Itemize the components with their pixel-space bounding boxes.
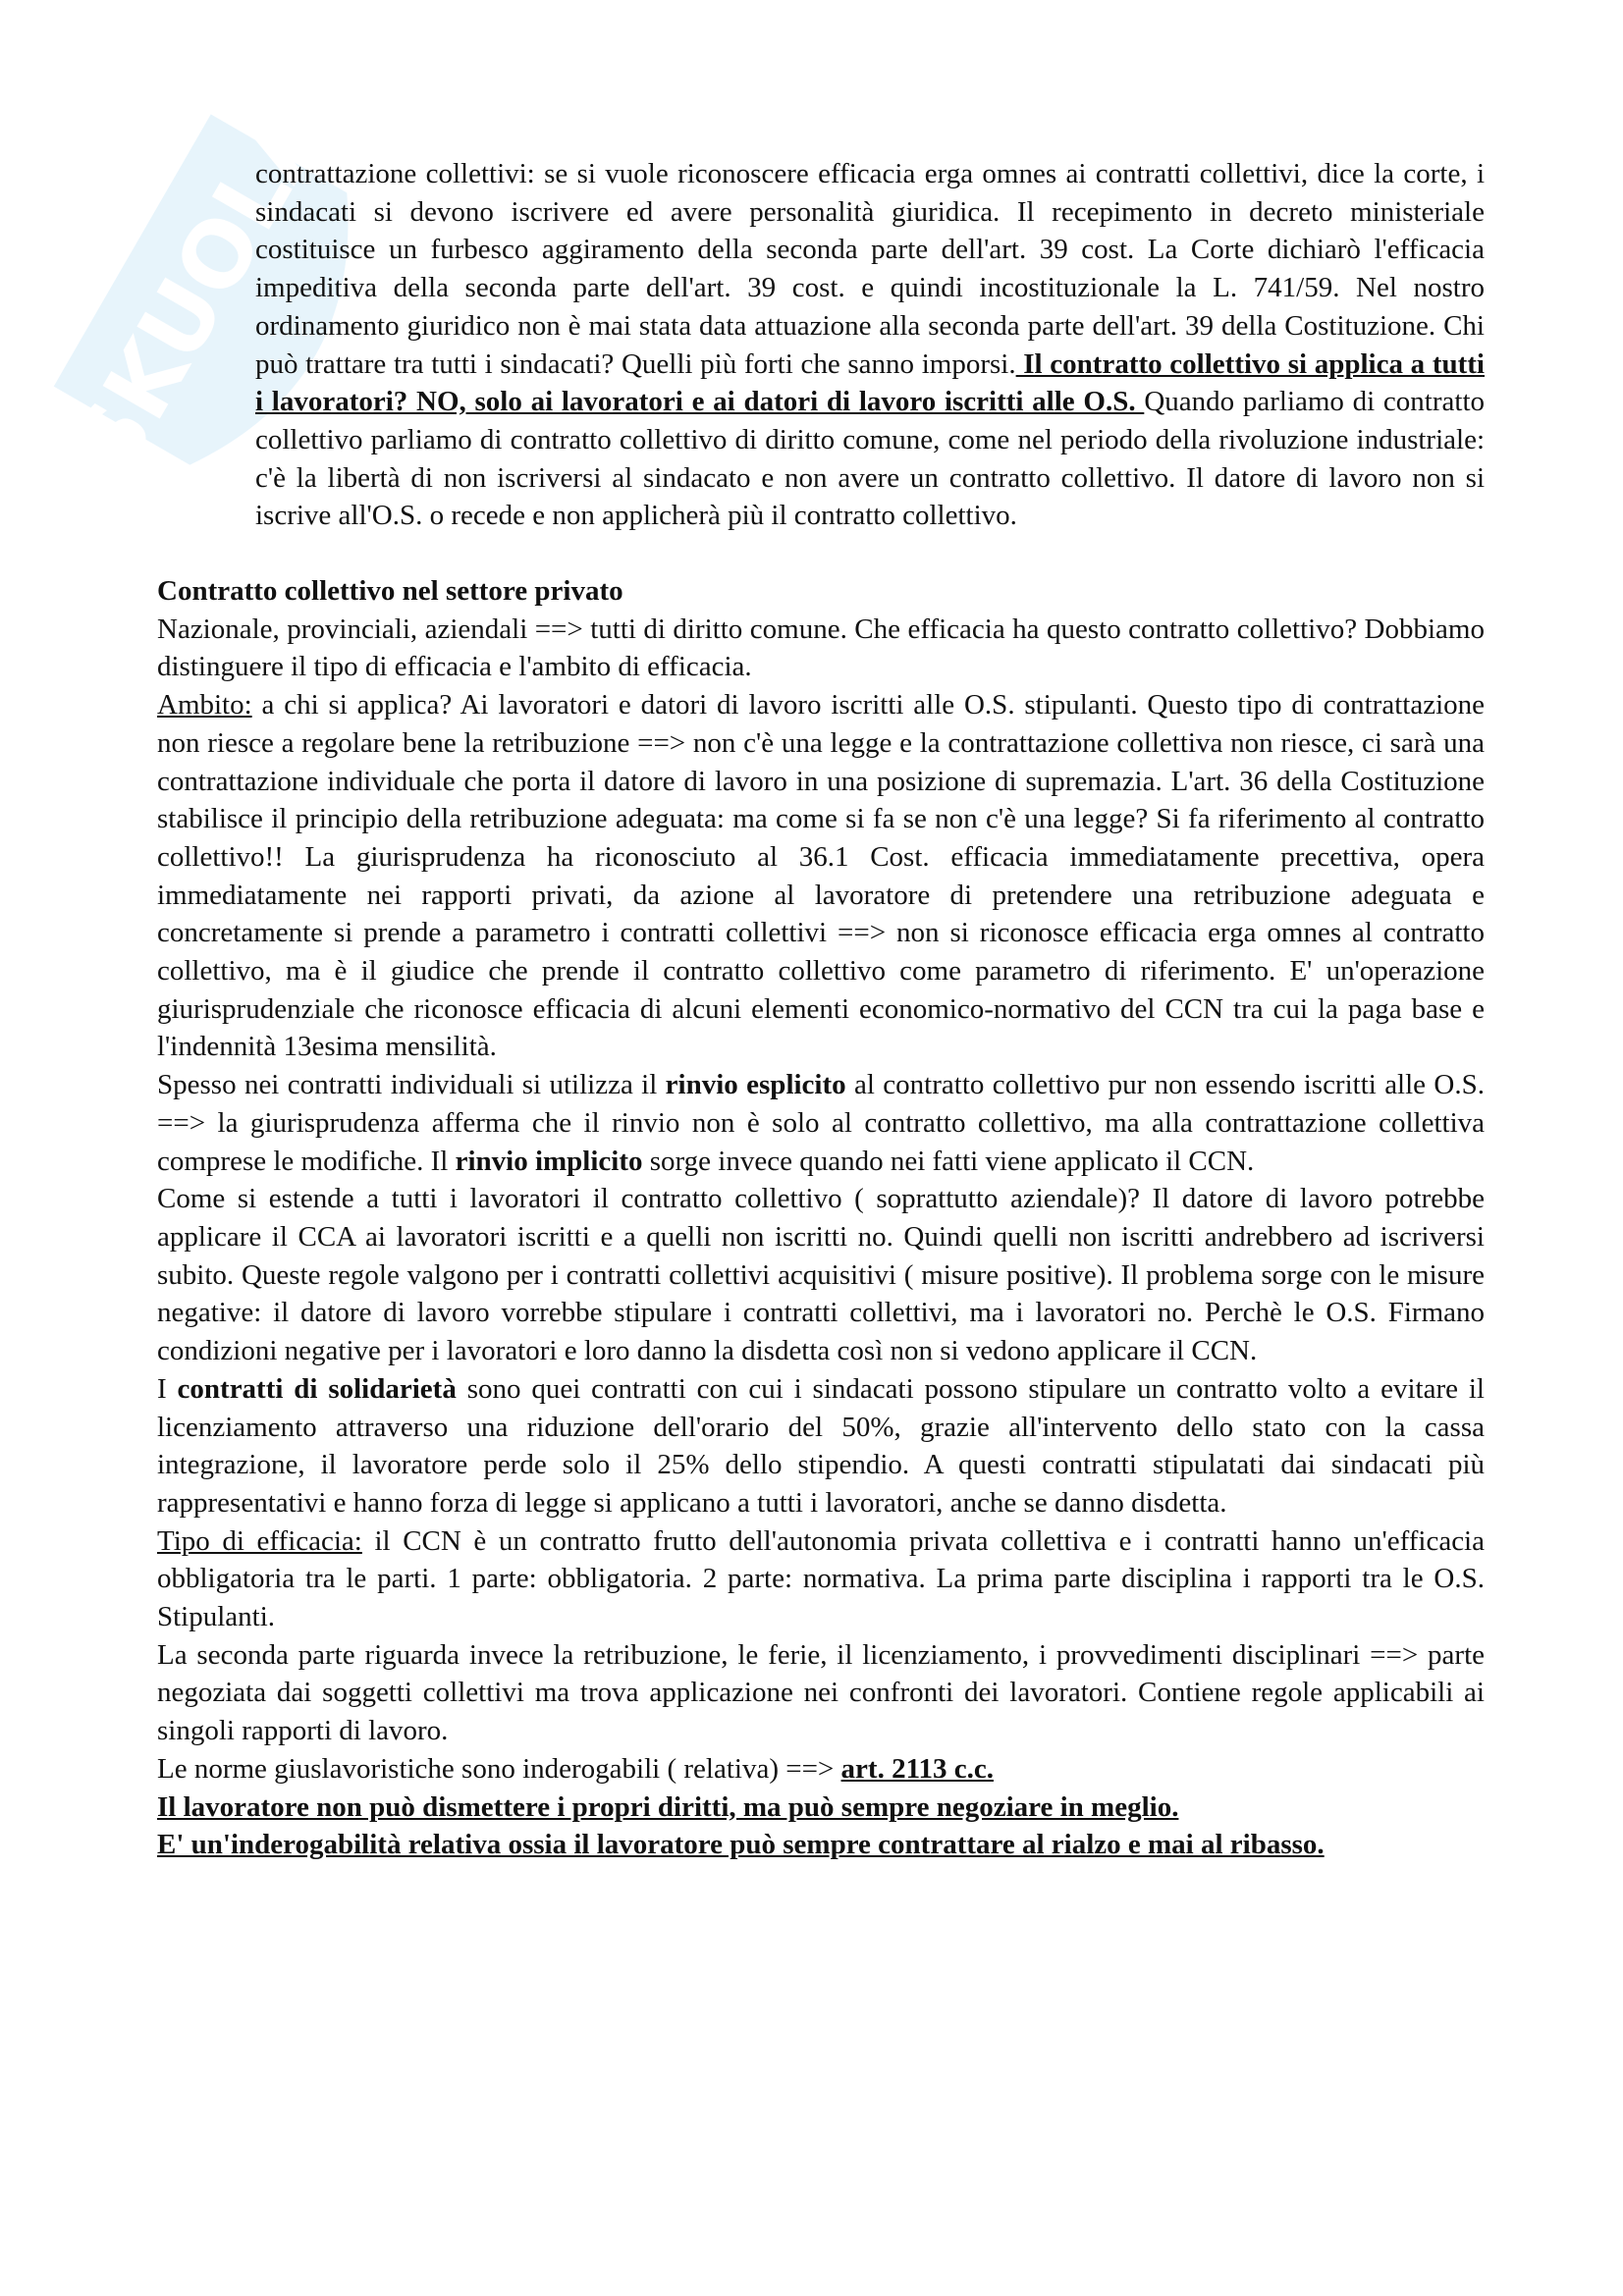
rinvio-text-b: al contratto collettivo pur non essendo iscritti alle O.S. ==> la giurisprudenza afferma che il rinvio non è solo al contratto collettivo, ma alla contrattazione collettiva comprese le modifiche. Il [157, 1069, 1485, 1177]
document-page [157, 155, 1485, 1864]
intro-text-a: contrattazione collettivi: se si vuole riconoscere efficacia erga omnes ai contratti collettivi, dice la corte, i sindacati si devono iscrivere ed avere personalità giuridica. Il recepimento in decreto ministeriale costituisce un furbesco aggiramento della seconda parte dell'art. 39 cost. La Corte dichiarò l'efficacia impeditiva della seconda parte dell'art. 39 cost. e quindi incostituzionale la L. 741/59. Nel nostro ordinamento giuridico non è mai stata data attuazione alla seconda parte dell'art. 39 della Costituzione. Chi può trattare tra tutti i sindacati? Quelli più forti che sanno imporsi. [255, 158, 1485, 380]
rinvio-text-a: Spesso nei contratti individuali si utilizza il [157, 1069, 666, 1101]
term-rinvio-esplicito: rinvio esplicito [665, 1069, 846, 1101]
term-contratti-solidarieta: contratti di solidarietà [177, 1372, 457, 1405]
section-title: Contratto collettivo nel settore privato [157, 575, 623, 608]
intro-highlight: Il contratto collettivo si applica a tutti i lavoratori? NO, solo ai lavoratori e ai datori di lavoro iscritti alle O.S. [255, 347, 1485, 418]
label-tipo-efficacia: Tipo di efficacia: [157, 1524, 362, 1557]
paragraph-inderogabilita [157, 1826, 1485, 1864]
statement-inderogabilita: E' un'inderogabilità relativa ossia il lavoratore può sempre contrattare al rialzo e mai al ribasso. [157, 1829, 1325, 1861]
paragraph-seconda-parte: La seconda parte riguarda invece la retribuzione, le ferie, il licenziamento, i provvedimenti disciplinari ==> parte negoziata dai soggetti collettivi ma trova applicazione nei confronti dei lavoratori. Contiene regole applicabili ai singoli rapporti di lavoro. [157, 1638, 1485, 1747]
intro-text-b: Quando parliamo di contratto collettivo parliamo di contratto collettivo di diritto comune, come nel periodo della rivoluzione industriale: c'è la libertà di non iscriversi al sindacato e non avere un contratto collettivo. Il datore di lavoro non si iscrive all'O.S. o recede e non applicherà più il contratto collettivo. [255, 386, 1486, 532]
ambito-text: a chi si applica? Ai lavoratori e datori di lavoro iscritti alle O.S. stipulanti. Questo tipo di contrattazione non riesce a regolare bene la retribuzione ==> non c'è una legge e la contrattazione collettiva non riesce, ci sarà una contrattazione individuale che porta il datore di lavoro in una posizione di supremazia. L'art. 36 della Costituzione stabilisce il principio della retribuzione adeguata: ma come si fa se non c'è una legge? Si fa riferimento al contratto collettivo!! La giurisprudenza ha riconosciuto al 36.1 Cost. efficacia immediatamente precettiva, opera immediatamente nei rapporti privati, da azione al lavoratore di pretendere una retribuzione adeguata e concretamente si prende a parametro i contratti collettivi ==> non si riconosce efficacia erga omnes al contratto collettivo, ma è il giudice che prende il contratto collettivo come parametro di riferimento. E' un'operazione giurisprudenziale che riconosce efficacia di alcuni elementi economico-normativo del CCN tra cui la paga base e l'indennità 13esima mensilità. [157, 689, 1485, 1063]
term-rinvio-implicito: rinvio implicito [455, 1145, 643, 1177]
paragraph-solidarieta [157, 1370, 1485, 1522]
solidarieta-text-b: sono quei contratti con cui i sindacati possono stipulare un contratto volto a evitare il licenziamento attraverso una riduzione dell'orario del 50%, grazie all'intervento dello stato con la cassa integrazione, il lavoratore perde solo il 25% dello stipendio. A questi contratti stipulatati dai sindacati più rappresentativi e hanno forza di legge si applicano a tutti i lavoratori, anche se danno disdetta. [157, 1372, 1485, 1519]
solidarieta-text-a: I [157, 1372, 178, 1405]
tipo-efficacia-text: il CCN è un contratto frutto dell'autonomia privata collettiva e i contratti hanno un'efficacia obbligatoria tra le parti. 1 parte: obbligatoria. 2 parte: normativa. La prima parte disciplina i rapporti tra le O.S. Stipulanti. [157, 1524, 1485, 1633]
paragraph-gap [157, 535, 1485, 572]
rinvio-text-c: sorge invece quando nei fatti viene applicato il CCN. [642, 1145, 1255, 1177]
paragraph-lavoratore-diritti [157, 1789, 1485, 1827]
paragraph-ambito [157, 686, 1485, 1066]
statement-diritti: Il lavoratore non può dismettere i propri diritti, ma può sempre negoziare in meglio. [157, 1790, 1179, 1823]
paragraph-rinvio [157, 1066, 1485, 1180]
norme-text: Le norme giuslavoristiche sono inderogabili ( relativa) ==> [157, 1752, 841, 1785]
paragraph-intro [255, 155, 1485, 535]
paragraph-2: Nazionale, provinciali, aziendali ==> tutti di diritto comune. Che efficacia ha questo contratto collettivo? Dobbiamo distinguere il tipo di efficacia e l'ambito di efficacia. [157, 613, 1485, 683]
paragraph-norme [157, 1750, 1485, 1789]
paragraph-tipo-efficacia [157, 1522, 1485, 1636]
label-ambito: Ambito: [157, 689, 252, 721]
paragraph-estensione: Come si estende a tutti i lavoratori il contratto collettivo ( soprattutto aziendale)? Il datore di lavoro potrebbe applicare il CCA ai lavoratori iscritti e a quelli non iscritti no. Quindi quelli non iscritti andrebbero ad iscriversi subito. Queste regole valgono per i contratti collettivi acquisitivi ( misure positive). Il problema sorge con le misure negative: il datore di lavoro vorrebbe stipulare i contratti collettivi, ma i lavoratori no. Perchè le O.S. Firmano condizioni negative per i lavoratori e loro danno la disdetta così non si vedono applicare il CCN. [157, 1183, 1485, 1367]
ref-art-2113: art. 2113 c.c. [840, 1752, 994, 1785]
watermark-brand-text: SKUOLA [50, 84, 348, 494]
